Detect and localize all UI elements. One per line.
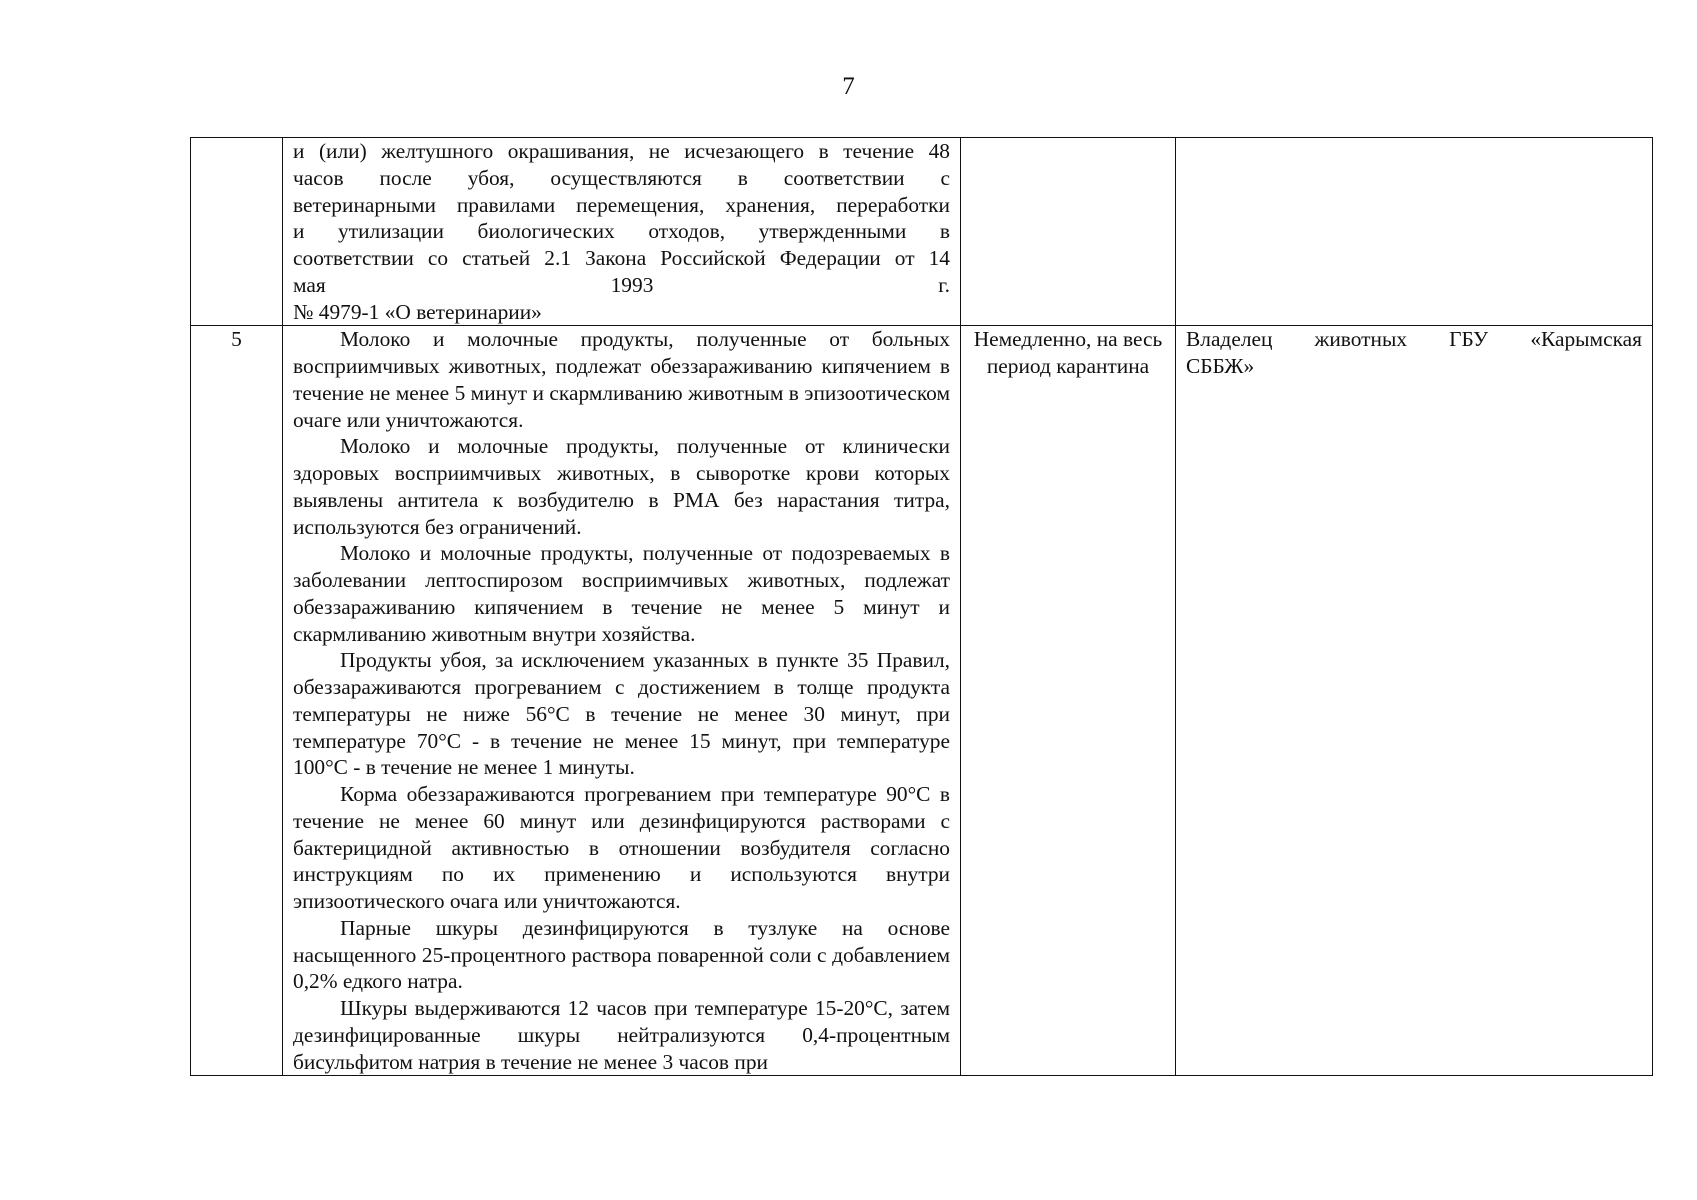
measure-text-cell [283,326,961,1076]
text-line: и (или) желтушного окрашивания, не исчезающего в течение 48 [293,139,950,163]
text-line: № 4979-1 «О ветеринарии» [293,299,542,324]
paragraph: Корма обеззараживаются прогреванием при температуре 90°С в течение не менее 60 минут или дезинфицируются растворами с бактерицидной активностью в отношении возбудителя согласно инструкциям по их применению и используются внутри эпизоотического очага или уничтожаются. [293,782,950,913]
measures-table [190,137,1653,1076]
paragraph: Продукты убоя, за исключением указанных в пункте 35 Правил, обеззараживаются прогреванием с достижением в толще продукта температуры не ниже 56°С в течение не менее 30 минут, при температуре 70°С - в течение не менее 15 минут, при температуре 100°С - в течение не менее 1 минуты. [293,648,950,780]
paragraph: Шкуры выдерживаются 12 часов при температуре 15-20°С, затем дезинфицированные шкуры нейтрализуются 0,4-процентным бисульфитом натрия в течение не менее 3 часов при [293,996,950,1074]
table-row [191,138,1653,326]
term-cell [961,138,1176,326]
table-row [191,326,1653,1076]
paragraph: Молоко и молочные продукты, полученные от больных восприимчивых животных, подлежат обеззараживанию кипячением в течение не менее 5 минут и скармливанию животным в эпизоотическом очаге или уничтожаются. [293,327,950,432]
term-cell: Немедленно, на весь период карантина [961,326,1176,1076]
responsible-line: СББЖ» [1186,354,1255,378]
text-line: и утилизации биологических отходов, утвержденными в [293,219,950,244]
text-line: часов после убоя, осуществляются в соответствии с [293,165,950,190]
page-number: 7 [842,73,855,100]
paragraph: Молоко и молочные продукты, полученные от подозреваемых в заболевании лептоспирозом восприимчивых животных, подлежат обеззараживанию кипячением в течение не менее 5 минут и скармливанию животным внутри хозяйства. [293,541,950,646]
measure-text-cell [283,138,961,326]
text-line: ветеринарными правилами перемещения, хранения, переработки [293,192,950,217]
responsible-cell [1176,326,1653,1076]
text-line: мая 1993 г. [293,272,950,297]
paragraph: Молоко и молочные продукты, полученные от клинически здоровых восприимчивых животных, в сыворотке крови которых выявлены антитела к возбудителю в РМА без нарастания титра, используются без ограничений. [293,434,950,539]
paragraph: Парные шкуры дезинфицируются в тузлуке на основе насыщенного 25-процентного раствора поваренной соли с добавлением 0,2% едкого натра. [293,915,950,994]
responsible-line: Владелец животных ГБУ «Карымская [1186,327,1642,352]
text-line: соответствии со статьей 2.1 Закона Российской Федерации от 14 [293,246,950,270]
row-number-cell [191,138,283,326]
responsible-cell [1176,138,1653,326]
row-number-cell: 5 [191,326,283,1076]
